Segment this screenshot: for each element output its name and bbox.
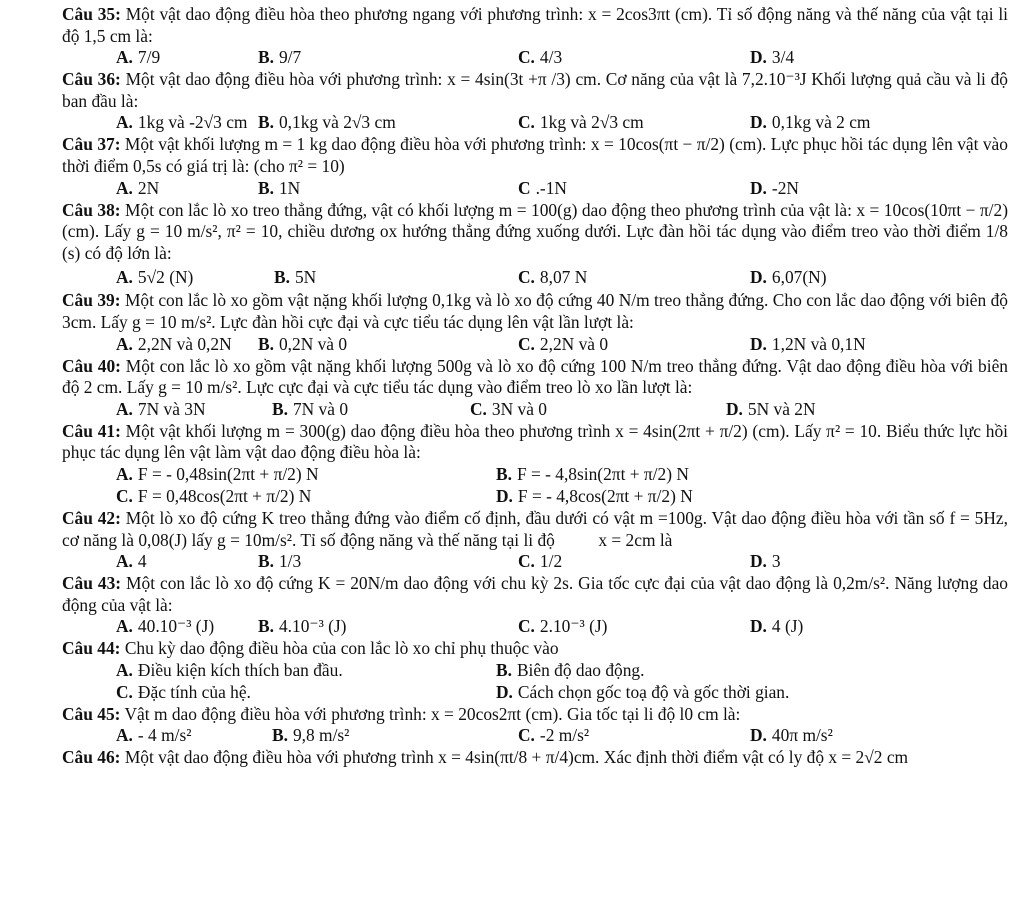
question-38: Câu 38: Một con lắc lò xo treo thẳng đứng, vật có khối lượng m = 100(g) dao động theo phương trình của vật là: x = 10cos(10πt − π/2) (cm). Lấy g = 10 m/s², π² = 10, chiều dương ox hướng thẳng đứng xuống dưới. Lực đàn hồi tác dụng vào điểm treo vào thời điểm 1/8 (s) có độ lớn là:	[62, 199, 1008, 263]
option-a[interactable]: A. 2N	[116, 177, 160, 198]
option-b[interactable]: B. 4.10⁻³ (J)	[258, 616, 347, 637]
options-40	[62, 399, 1008, 421]
question-37: Câu 37: Một vật khối lượng m = 1 kg dao động điều hòa với phương trình: x = 10cos(πt − π/2) (cm). Lực phục hồi tác dụng lên vật vào thời điểm 0,5s có giá trị là: (cho π² = 10)	[62, 134, 1008, 176]
question-46: Câu 46: Một vật dao động điều hòa với phương trình x = 4sin(πt/8 + π/4)cm. Xác định thời điểm vật có ly độ x = 2√2 cm	[62, 747, 909, 768]
option-d[interactable]: D. F = - 4,8cos(2πt + π/2) N	[496, 485, 693, 506]
option-a[interactable]: A. 1kg và -2√3 cm	[116, 112, 248, 133]
option-c[interactable]: C. F = 0,48cos(2πt + π/2) N	[116, 485, 312, 506]
option-a[interactable]: A. 5√2 (N)	[116, 267, 194, 288]
options-44-ab	[62, 660, 1008, 682]
option-c[interactable]: C. 4/3	[518, 47, 563, 68]
option-a[interactable]: A. F = - 0,48sin(2πt + π/2) N	[116, 463, 319, 484]
option-b[interactable]: B. 7N và 0	[272, 398, 349, 419]
question-39: Câu 39: Một con lắc lò xo gồm vật nặng khối lượng 0,1kg và lò xo độ cứng 40 N/m treo thẳng đứng. Cho con lắc dao động với biên độ 3cm. Lấy g = 10 m/s². Lực đàn hồi cực đại và cực tiểu tác dụng lên vật lần lượt là:	[62, 290, 1008, 332]
option-b[interactable]: B. Biên độ dao động.	[496, 659, 645, 680]
option-d[interactable]: D. 0,1kg và 2 cm	[750, 112, 871, 133]
option-b[interactable]: B. 1/3	[258, 551, 302, 572]
option-c[interactable]: C. -2 m/s²	[518, 725, 590, 746]
option-b[interactable]: B. 5N	[274, 267, 317, 288]
option-d[interactable]: D. 3	[750, 551, 781, 572]
options-43	[62, 616, 1008, 638]
option-d[interactable]: D. 6,07(N)	[750, 267, 827, 288]
option-a[interactable]: A. 7N và 3N	[116, 398, 206, 419]
option-c[interactable]: C. 2,2N và 0	[518, 333, 609, 354]
option-c[interactable]: C. 2.10⁻³ (J)	[518, 616, 608, 637]
question-45: Câu 45: Vật m dao động điều hòa với phương trình: x = 20cos2πt (cm). Gia tốc tại li độ l0 cm là:	[62, 703, 741, 724]
options-44-cd	[62, 682, 1008, 704]
option-d[interactable]: D. -2N	[750, 177, 799, 198]
option-b[interactable]: B. 9/7	[258, 47, 302, 68]
options-42	[62, 551, 1008, 573]
question-41: Câu 41: Một vật khối lượng m = 300(g) dao động điều hòa theo phương trình x = 4sin(2πt + π/2) (cm). Lấy π² = 10. Biểu thức lực hồi phục tác dụng lên vật làm vật dao động điều hòa là:	[62, 420, 1008, 463]
option-a[interactable]: A. 7/9	[116, 47, 161, 68]
option-a[interactable]: A. 2,2N và 0,2N	[116, 333, 232, 354]
option-d[interactable]: D. 5N và 2N	[726, 398, 816, 419]
question-40: Câu 40: Một con lắc lò xo gồm vật nặng khối lượng 500g và lò xo độ cứng 100 N/m treo thẳng đứng. Vật dao động điều hòa với biên độ 2 cm. Lấy g = 10 m/s². Lực cực đại và cực tiểu tác dụng vào điểm treo lò xo lần lượt là:	[62, 355, 1008, 398]
option-b[interactable]: B. 1N	[258, 177, 301, 198]
options-41-cd	[62, 486, 1008, 508]
option-c[interactable]: C. 8,07 N	[518, 267, 588, 288]
option-c[interactable]: C. Đặc tính của hệ.	[116, 681, 251, 702]
option-b[interactable]: B. 0,2N và 0	[258, 333, 348, 354]
options-38	[62, 264, 1008, 290]
question-36: Câu 36: Một vật dao động điều hòa với phương trình: x = 4sin(3t +π /3) cm. Cơ năng của vật là 7,2.10⁻³J Khối lượng quả cầu và li độ ban đầu là:	[62, 69, 1008, 111]
option-c[interactable]: C. 1kg và 2√3 cm	[518, 112, 644, 133]
option-a[interactable]: A. 4	[116, 551, 147, 572]
option-c[interactable]: C. 3N và 0	[470, 398, 547, 419]
question-43: Câu 43: Một con lắc lò xo độ cứng K = 20N/m dao động với chu kỳ 2s. Gia tốc cực đại của vật dao động là 0,2m/s². Năng lượng dao động của vật là:	[62, 573, 1008, 615]
option-a[interactable]: A. 40.10⁻³ (J)	[116, 616, 215, 637]
option-d[interactable]: D. 1,2N và 0,1N	[750, 333, 866, 354]
option-b[interactable]: B. 9,8 m/s²	[272, 725, 350, 746]
option-d[interactable]: D. 3/4	[750, 47, 795, 68]
question-44: Câu 44: Chu kỳ dao động điều hòa của con lắc lò xo chỉ phụ thuộc vào	[62, 638, 559, 659]
option-a[interactable]: A. - 4 m/s²	[116, 725, 192, 746]
options-35	[62, 47, 1008, 69]
options-45	[62, 725, 1008, 747]
question-42: Câu 42: Một lò xo độ cứng K treo thẳng đứng vào điểm cố định, đầu dưới có vật m =100g. Vật dao động điều hòa với tần số f = 5Hz, cơ năng là 0,08(J) lấy g = 10m/s². Tỉ số động năng và thế năng tại li độ x = 2cm là	[62, 507, 1013, 550]
options-37	[62, 178, 1008, 200]
option-b[interactable]: B. 0,1kg và 2√3 cm	[258, 112, 396, 133]
option-d[interactable]: D. 4 (J)	[750, 616, 804, 637]
option-c[interactable]: C .-1N	[518, 177, 567, 198]
option-b[interactable]: B. F = - 4,8sin(2πt + π/2) N	[496, 463, 689, 484]
options-39	[62, 334, 1008, 356]
option-d[interactable]: D. Cách chọn gốc toạ độ và gốc thời gian.	[496, 681, 790, 702]
options-41-ab	[62, 464, 1008, 486]
option-a[interactable]: A. Điều kiện kích thích ban đầu.	[116, 659, 343, 680]
option-c[interactable]: C. 1/2	[518, 551, 563, 572]
options-36	[62, 112, 1008, 134]
question-35: Câu 35: Một vật dao động điều hòa theo phương ngang với phương trình: x = 2cos3πt (cm). Tỉ số động năng và thế năng của vật tại li độ 1,5 cm là:	[62, 4, 1008, 46]
option-d[interactable]: D. 40π m/s²	[750, 725, 833, 746]
